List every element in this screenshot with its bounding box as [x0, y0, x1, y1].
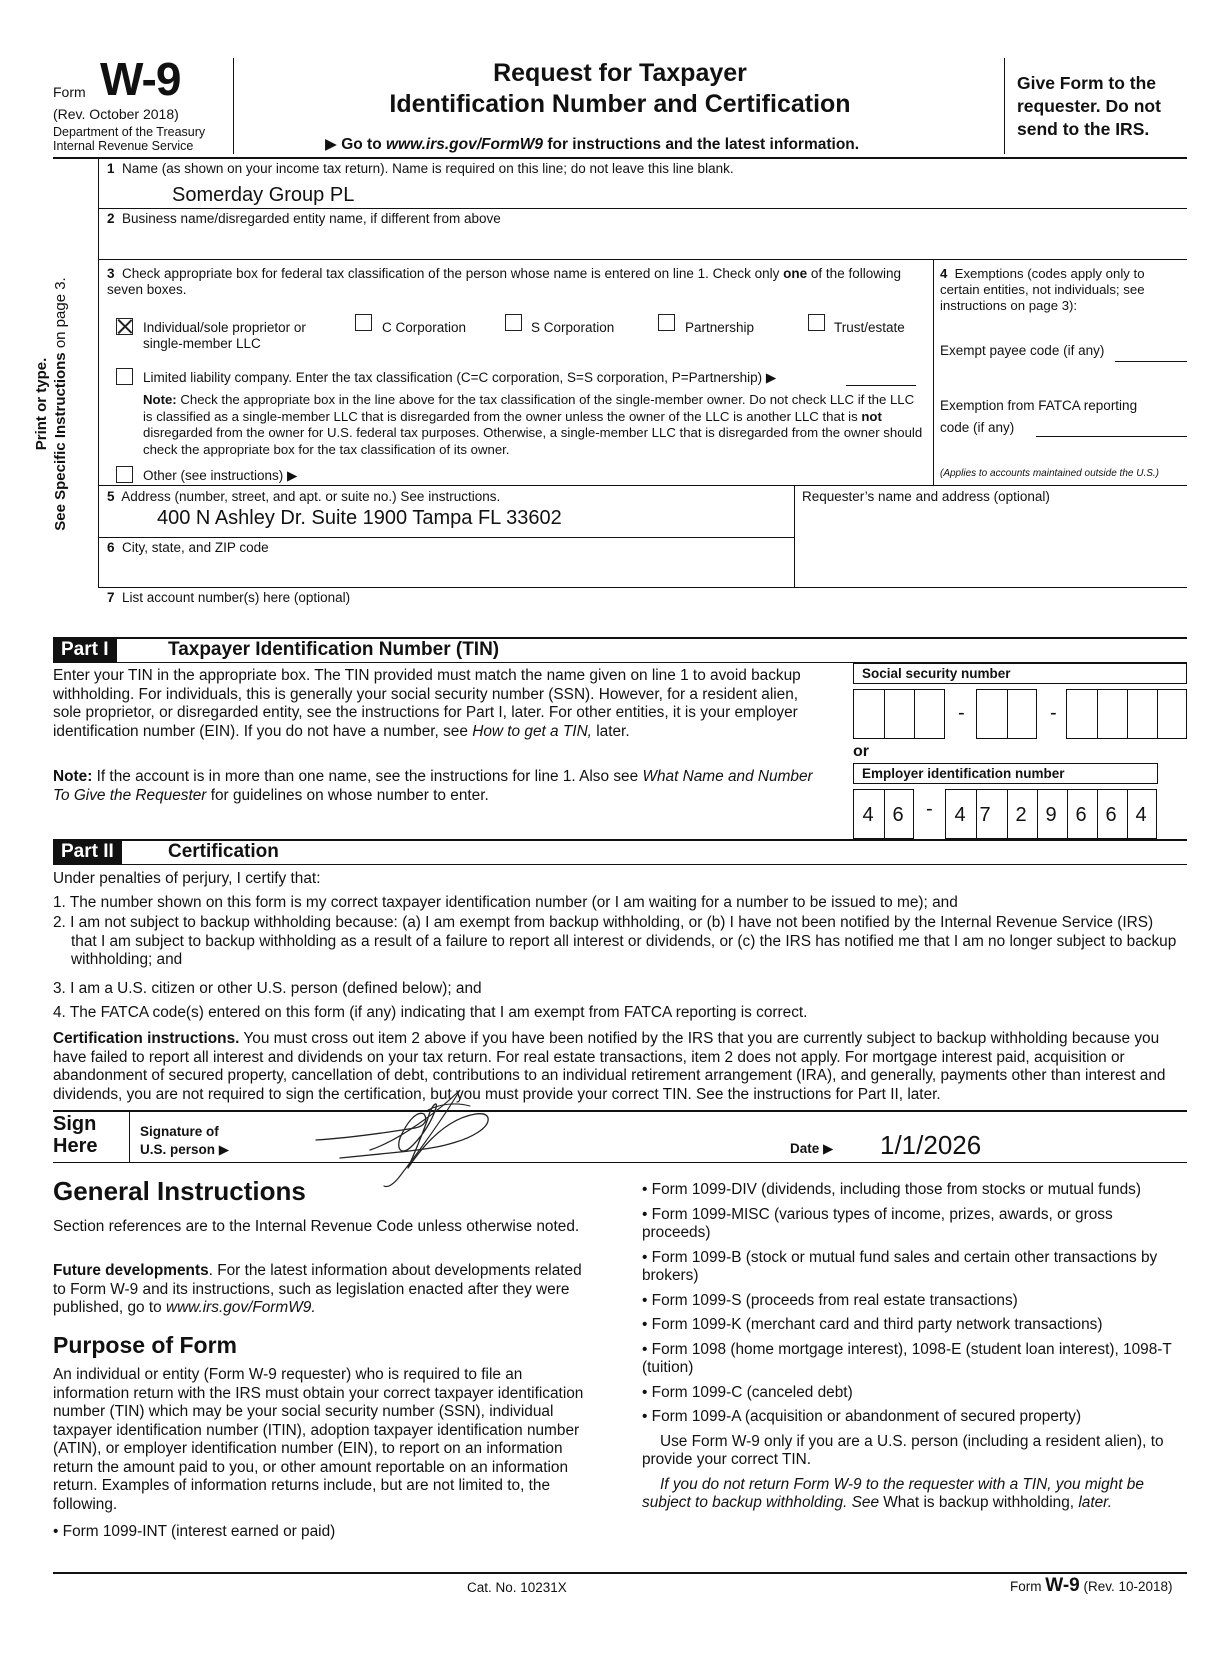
certification-instructions [53, 1030, 1187, 1104]
bullet-1099-int: • Form 1099-INT (interest earned or paid) [53, 1523, 336, 1540]
account-numbers-field[interactable] [110, 606, 1180, 634]
part1-note-label: Note: [53, 768, 93, 785]
future-developments-text [53, 1262, 593, 1318]
part2-badge: Part II [53, 840, 122, 864]
ein-digit: 2 [1015, 804, 1027, 826]
bullet-1099-misc: • Form 1099-MISC (various types of income, prizes, awards, or gross proceeds) [642, 1205, 1113, 1241]
signature-label-2: U.S. person ▶ [140, 1142, 230, 1157]
ein-label-box: Employer identification number [853, 763, 1158, 784]
ssn-dash-2: - [1050, 702, 1057, 724]
give-form-note: Give Form to the requester. Do not send to the IRS. [1017, 73, 1161, 139]
bullet-1098: • Form 1098 (home mortgage interest), 1098-E (student loan interest), 1098-T (tuition) [642, 1340, 1172, 1376]
footer-form-number: W-9 [1045, 1575, 1080, 1596]
form-label: Form [53, 84, 86, 100]
ein-digit: 4 [954, 804, 966, 826]
part1-text-italic: How to get a TIN, [472, 722, 592, 740]
line2-label: 2 Business name/disregarded entity name, if different from above [107, 211, 501, 226]
fatca-label [940, 395, 1137, 439]
part1-note [53, 768, 828, 805]
ssn-group-2[interactable] [976, 689, 1037, 739]
trust-estate-checkbox[interactable] [808, 314, 825, 331]
future-developments-label: Future developments [53, 1262, 209, 1279]
goto-suffix: for instructions and the latest information. [543, 136, 860, 153]
part1-title: Taxpayer Identification Number (TIN) [168, 639, 500, 660]
ein-digit: 4 [862, 804, 874, 826]
s-corporation-checkbox[interactable] [505, 314, 522, 331]
purpose-heading: Purpose of Form [53, 1332, 238, 1358]
part1-text-a: Enter your TIN in the appropriate box. The TIN provided must match the name given on line 1 to avoid backup withholding. For individuals, this is generally your social security number (SSN). However, for a resident alien, sole proprietor, or disregarded entity, see the instructions for Part I, later. For other entities, it is your employer identification number (EIN). If you do not have a number, see [53, 667, 801, 740]
warning-text-b: What is backup withholding, [883, 1494, 1075, 1511]
line3-label-one: one [783, 266, 808, 281]
line1-label-text: Name (as shown on your income tax return). Name is required on this line; do not leave this line blank. [122, 161, 734, 176]
fatca-line-2: code (if any) [940, 420, 1015, 435]
goto-prefix: ▶ Go to [325, 136, 386, 153]
fatca-note: (Applies to accounts maintained outside the U.S.) [940, 468, 1160, 479]
side-print-instructions [32, 254, 72, 554]
department-name: Department of the Treasury [53, 125, 206, 139]
individual-checkbox[interactable] [116, 318, 133, 335]
llc-note-label: Note: [143, 392, 177, 407]
trust-estate-label: Trust/estate [834, 320, 905, 335]
llc-note-text-a: Check the appropriate box in the line above for the tax classification of the single-member owner. Do not check LLC if the LLC is classified as a single-member LLC that is disregarded from the owner unless the owner of the LLC is another LLC that is [143, 392, 915, 424]
bullet-1099-b: • Form 1099-B (stock or mutual fund sales and certain other transactions by brokers) [642, 1248, 1158, 1284]
purpose-text: An individual or entity (Form W-9 requester) who is required to file an information return with the IRS must obtain your correct taxpayer identification number (TIN) which may be your social security number (SSN), individual taxpayer identification number (ITIN), adoption taxpayer identification number (ATIN), or employer identification number (EIN), to report on an information return the amount paid to you, or other amount reportable on an information return. Examples of information returns include, but are not limited to, the following. [53, 1366, 584, 1513]
sign-word: Sign [53, 1113, 97, 1135]
line5-label: 5 Address (number, street, and apt. or suite no.) See instructions. [107, 489, 501, 504]
use-form-text: Use Form W-9 only if you are a U.S. person (including a resident alien), to provide your correct TIN. [642, 1432, 1164, 1468]
general-instructions-heading: General Instructions [53, 1176, 306, 1206]
form-number: W-9 [100, 53, 181, 105]
bullet-1099-s: • Form 1099-S (proceeds from real estate transactions) [642, 1291, 1018, 1309]
bullet-1099-k: • Form 1099-K (merchant card and third party network transactions) [642, 1316, 1103, 1333]
warning-text-a: If you do not return Form W-9 to the requester with a TIN, you might be subject to backup withholding. See [642, 1475, 1144, 1511]
address-field[interactable]: 400 N Ashley Dr. Suite 1900 Tampa FL 33602 [157, 507, 562, 529]
other-label: Other (see instructions) ▶ [143, 468, 298, 483]
sign-here-label [53, 1113, 97, 1157]
ein-digit: 6 [892, 804, 904, 826]
line3-label-a: Check appropriate box for federal tax classification of the person whose name is entered on line 1. Check only [122, 266, 784, 281]
here-word: Here [53, 1135, 98, 1157]
s-corporation-label: S Corporation [531, 320, 615, 335]
llc-note [143, 392, 925, 458]
line4-label: 4 Exemptions (codes apply only to certain entities, not individuals; see instructions on page 3): [940, 266, 1145, 313]
footer-revision: (Rev. 10-2018) [1083, 1579, 1173, 1594]
certification-item-3: 3. I am a U.S. citizen or other U.S. person (defined below); and [53, 980, 482, 997]
signature-image[interactable] [310, 1080, 520, 1190]
certification-instructions-label: Certification instructions. [53, 1030, 240, 1047]
line3-label-b: of the following seven boxes. [107, 266, 901, 297]
date-label: Date ▶ [790, 1141, 834, 1156]
line6-label: 6 City, state, and ZIP code [107, 540, 269, 555]
part1-note-a: If the account is in more than one name, see the instructions for line 1. Also see [92, 768, 643, 785]
llc-note-not: not [861, 408, 882, 424]
ein-digit: 6 [1075, 804, 1087, 826]
ein-digit: 6 [1105, 804, 1117, 826]
part1-badge: Part I [53, 638, 117, 662]
signature-label [140, 1123, 229, 1159]
part1-text-b: later. [591, 722, 630, 740]
llc-label: Limited liability company. Enter the tax classification (C=C corporation, S=S corporation, P=Partnership) ▶ [143, 370, 777, 385]
line4-label-text: Exemptions (codes apply only to certain entities, not individuals; see instructions on page 3): [940, 266, 1145, 313]
title-line-1: Request for Taxpayer [493, 59, 747, 87]
or-label: or [853, 743, 869, 760]
line5-label-text: Address (number, street, and apt. or suite no.) See instructions. [121, 489, 501, 504]
c-corporation-label: C Corporation [382, 320, 467, 335]
fatca-line-1: Exemption from FATCA reporting [940, 398, 1138, 413]
part2-title: Certification [168, 841, 279, 862]
certification-instructions-text: You must cross out item 2 above if you have been notified by the IRS that you are currently subject to backup withholding because you have failed to report all interest and dividends on your tax return. For real estate transactions, item 2 does not apply. For mortgage interest paid, acquisition or abandonment of secured property, cancellation of debt, contributions to an individual retirement arrangement (IRA), and generally, payments other than interest and dividends, you are not required to sign the certification, but you must provide your correct TIN. See the instructions for Part II, later. [53, 1030, 1166, 1103]
goto-instructions [325, 135, 859, 154]
c-corporation-checkbox[interactable] [355, 314, 372, 331]
line1-label: 1 Name (as shown on your income tax return). Name is required on this line; do not leave this line blank. [107, 161, 734, 176]
llc-checkbox[interactable] [116, 368, 133, 385]
ein-digit: 9 [1045, 804, 1057, 826]
bullet-1099-c: • Form 1099-C (canceled debt) [642, 1383, 853, 1401]
backup-withholding-warning [642, 1476, 1182, 1513]
line2-label-text: Business name/disregarded entity name, if different from above [122, 211, 501, 226]
certification-item-4: 4. The FATCA code(s) entered on this form (if any) indicating that I am exempt from FATCA reporting is correct. [53, 1004, 808, 1021]
form-title [300, 58, 940, 120]
section-references-text: Section references are to the Internal Revenue Code unless otherwise noted. [53, 1218, 580, 1235]
partnership-label: Partnership [685, 320, 755, 335]
bullet-1099-div: • Form 1099-DIV (dividends, including those from stocks or mutual funds) [642, 1181, 1141, 1198]
partnership-checkbox[interactable] [658, 314, 675, 331]
business-name-field[interactable] [110, 228, 1180, 258]
ein-digit: 7 [979, 804, 991, 826]
future-developments-body: . For the latest information about developments related to Form W-9 and its instructions, such as legislation enacted after they were published, go to [53, 1262, 582, 1316]
exempt-payee-field[interactable] [1115, 361, 1187, 362]
catalog-number: Cat. No. 10231X [467, 1580, 567, 1595]
title-line-2: Identification Number and Certification [389, 90, 851, 118]
bullet-1099-a: • Form 1099-A (acquisition or abandonment of secured property) [642, 1408, 1082, 1425]
certification-intro: Under penalties of perjury, I certify that: [53, 870, 321, 887]
line7-label: 7 List account number(s) here (optional) [107, 590, 351, 605]
ein-dash: - [926, 798, 933, 820]
revision-date: (Rev. October 2018) [53, 106, 179, 122]
footer-form-id [1010, 1575, 1173, 1597]
side-on-page: on page 3. [52, 277, 69, 353]
signature-label-1: Signature of [140, 1124, 219, 1139]
side-print-or-type: Print or type. [33, 357, 50, 451]
warning-text-c: later. [1074, 1494, 1112, 1511]
ssn-label-box: Social security number [853, 663, 1187, 684]
future-developments-url[interactable]: www.irs.gov/FormW9. [165, 1299, 316, 1316]
individual-label: Individual/sole proprietor or single-member LLC [143, 320, 306, 351]
name-field[interactable]: Somerday Group PL [172, 184, 355, 206]
other-checkbox[interactable] [116, 466, 133, 483]
ssn-group-3[interactable] [1066, 689, 1187, 739]
llc-classification-field[interactable] [846, 385, 916, 386]
line6-label-text: City, state, and ZIP code [122, 540, 269, 555]
requester-label: Requester’s name and address (optional) [802, 489, 1050, 504]
side-specific-instructions: See Specific Instructions [52, 352, 69, 531]
right-bullets-list [642, 1181, 1182, 1519]
ssn-group-1[interactable] [853, 689, 945, 739]
department-line [53, 125, 205, 153]
footer-form-word: Form [1010, 1579, 1042, 1594]
part1-instructions [53, 667, 828, 741]
line3-label: 3 Check appropriate box for federal tax classification of the person whose name is entered on line 1. Check only one of the following seven boxes. [107, 266, 901, 297]
llc-note-text-b: disregarded from the owner for U.S. federal tax purposes. Otherwise, a single-member LLC that is disregarded from the owner should check the appropriate box for the tax classification of its owner. [143, 425, 923, 457]
ein-digit: 4 [1135, 804, 1147, 826]
part1-note-italic: What Name and Number To Give the Requester [53, 768, 813, 804]
part1-note-b: for guidelines on whose number to enter. [206, 786, 489, 804]
goto-url[interactable]: www.irs.gov/FormW9 [386, 136, 544, 153]
date-field[interactable]: 1/1/2026 [880, 1130, 982, 1160]
certification-item-1: 1. The number shown on this form is my correct taxpayer identification number (or I am waiting for a number to be issued to me); and [53, 894, 958, 911]
city-state-zip-field[interactable] [110, 557, 790, 585]
fatca-field[interactable] [1036, 436, 1187, 437]
line7-label-text: List account number(s) here (optional) [122, 590, 351, 605]
requester-field[interactable] [802, 508, 1182, 584]
certification-item-2: 2. I am not subject to backup withholding because: (a) I am exempt from backup withholding, or (b) I have not been notified by the Internal Revenue Service (IRS) that I am subject to backup withholding as a result of a failure to report all interest or dividends, or (c) the IRS has notified me that I am no longer subject to backup withholding; and [53, 914, 1177, 968]
ssn-dash-1: - [958, 702, 965, 724]
irs-name: Internal Revenue Service [53, 139, 194, 153]
exempt-payee-label: Exempt payee code (if any) [940, 343, 1105, 358]
